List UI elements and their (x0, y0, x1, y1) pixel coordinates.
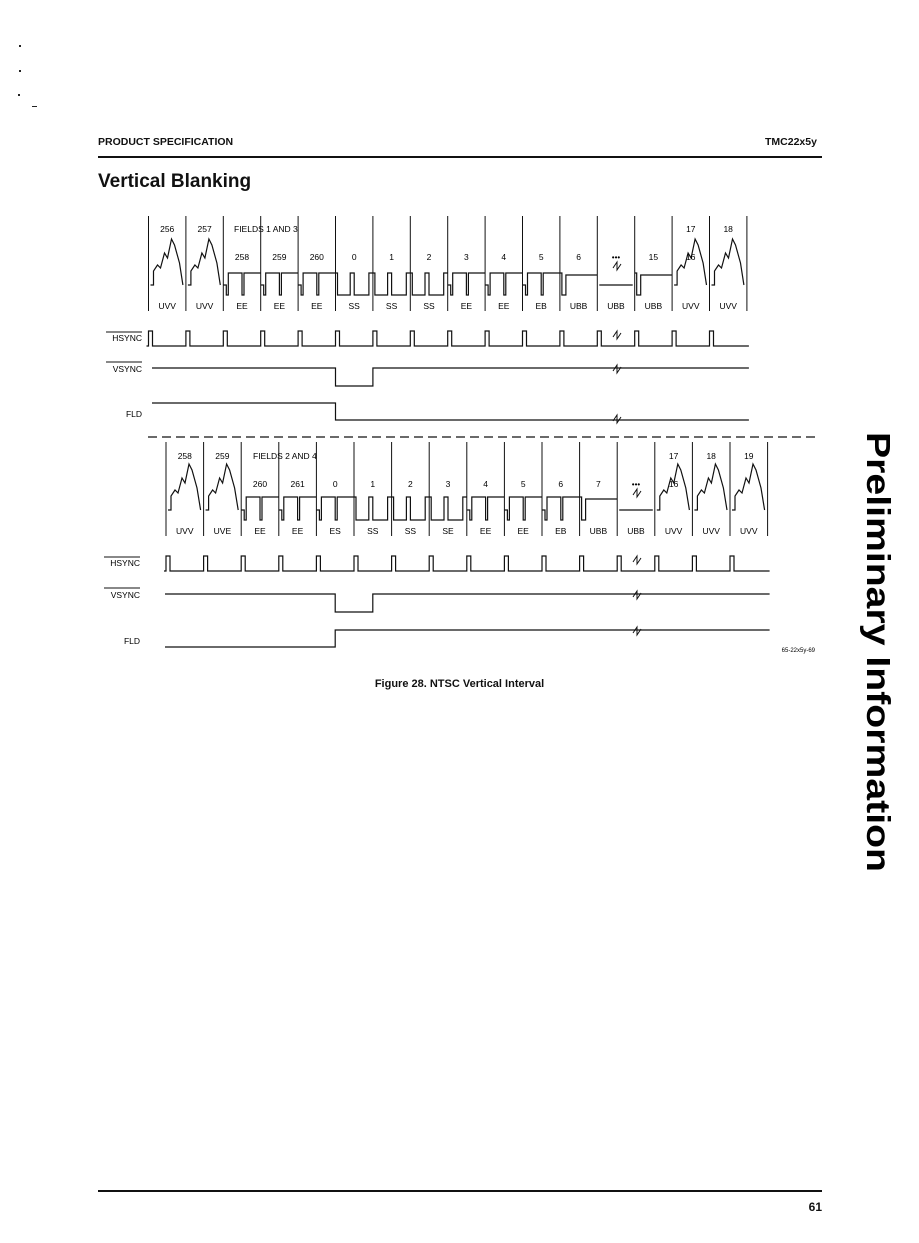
time-break-mark (613, 262, 621, 270)
equalizing-pulse-segment (279, 497, 317, 520)
vsync-waveform (152, 368, 749, 386)
line-type-code: UVV (195, 301, 214, 311)
blank-line-number: 16 (668, 479, 679, 489)
equalizing-pulse-segment (485, 273, 522, 295)
section-title: Vertical Blanking (98, 171, 252, 192)
equalizing-pulse-segment (223, 273, 260, 295)
hsync-label: HSYNC (110, 558, 140, 568)
time-break-mark (633, 489, 641, 497)
fld-label: FLD (123, 636, 140, 646)
blank-line-number: 5 (538, 252, 544, 262)
blank-line-number: 0 (332, 479, 338, 489)
line-type-code: SS (385, 301, 398, 311)
video-line-waveform (206, 464, 239, 510)
video-line-waveform (712, 239, 744, 285)
blank-line-segment (580, 497, 618, 520)
fld-break-mark (633, 627, 641, 635)
line-type-code: UVV (158, 301, 176, 311)
video-line-waveform (694, 464, 727, 510)
equalizing-pulse-segment (316, 497, 354, 520)
side-banner-text: Preliminary Information (860, 432, 897, 803)
blank-line-segment (635, 273, 672, 295)
blank-line-number: 261 (290, 479, 305, 489)
active-line-number: 256 (160, 224, 175, 234)
video-line-waveform (151, 239, 183, 285)
line-type-code: UBB (589, 526, 608, 536)
line-type-code: SE (442, 526, 454, 536)
line-type-code: EE (460, 301, 473, 311)
fld-waveform (165, 630, 770, 647)
line-type-code: EE (291, 526, 304, 536)
equalizing-pulse-segment (542, 497, 580, 520)
serration-pulse-segment (373, 273, 410, 295)
active-line-number: 18 (723, 224, 733, 234)
blank-line-number: 260 (309, 252, 324, 262)
fld-break-mark (613, 415, 621, 423)
vsync-break-mark (633, 591, 641, 599)
footer-rule (98, 1190, 822, 1192)
page-number: 61 (808, 1200, 822, 1214)
active-line-number: 19 (744, 451, 754, 461)
blank-line-number: 259 (272, 252, 287, 262)
hsync-waveform (164, 556, 770, 571)
line-ellipsis: ••• (631, 480, 641, 489)
line-type-code: UVV (682, 301, 700, 311)
blank-line-segment (560, 273, 597, 295)
blank-line-number: 1 (389, 252, 394, 262)
figure-code: 65-22x5y-69 (781, 648, 815, 654)
line-type-code: EB (555, 526, 567, 536)
line-type-code: EE (311, 301, 323, 311)
blank-line-number: 4 (483, 479, 488, 489)
fld-label: FLD (125, 409, 142, 419)
vsync-break-mark (613, 365, 621, 373)
blank-line-number: 4 (501, 252, 507, 262)
line-type-code: SS (404, 526, 417, 536)
hsync-break-mark (633, 556, 641, 564)
line-type-code: UVE (213, 526, 232, 536)
blank-line-number: 1 (370, 479, 376, 489)
active-line-number: 18 (706, 451, 716, 461)
figure-caption: Figure 28. NTSC Vertical Interval (374, 678, 545, 690)
line-type-code: EE (273, 301, 286, 311)
blank-line-number: 6 (558, 479, 564, 489)
timing-diagram-fields-2-4 (104, 442, 770, 647)
preliminary-information-banner (838, 432, 897, 872)
line-type-code: EE (517, 526, 529, 536)
equalizing-pulse-segment (261, 273, 298, 295)
serration-pulse-segment (392, 497, 430, 520)
fld-waveform (152, 403, 749, 420)
equalizing-pulse-segment (241, 497, 279, 520)
video-line-waveform (168, 464, 201, 510)
hsync-waveform (147, 331, 749, 346)
line-type-code: UVV (176, 526, 194, 536)
hsync-label: HSYNC (112, 333, 142, 343)
blank-line-number: 7 (596, 479, 601, 489)
blank-line-number: 5 (520, 479, 526, 489)
active-line-number: 17 (668, 451, 679, 461)
line-type-code: UBB (607, 301, 625, 311)
line-type-code: SS (348, 301, 360, 311)
video-line-waveform (674, 239, 706, 285)
fields-title: FIELDS 2 AND 4 (253, 451, 317, 461)
line-type-code: SS (423, 301, 435, 311)
blank-line-number: 0 (351, 252, 357, 262)
line-type-code: UVV (740, 526, 758, 536)
serration-pulse-segment (336, 273, 373, 295)
active-line-number: 258 (177, 451, 192, 461)
line-type-code: UBB (627, 526, 645, 536)
fields-title: FIELDS 1 AND 3 (234, 224, 298, 234)
blank-line-number: 260 (252, 479, 268, 489)
blank-line-number: 2 (408, 479, 413, 489)
vsync-waveform (165, 594, 770, 612)
equalizing-pulse-segment (504, 497, 542, 520)
hsync-break-mark (613, 331, 621, 339)
blank-line-number: 15 (648, 252, 659, 262)
line-ellipsis: ••• (611, 253, 621, 262)
line-type-code: SS (367, 526, 379, 536)
line-type-code: ES (329, 526, 341, 536)
equalizing-pulse-segment (523, 273, 560, 295)
video-line-waveform (188, 239, 220, 285)
line-type-code: EE (479, 526, 492, 536)
header-left: PRODUCT SPECIFICATION (98, 136, 234, 148)
line-type-code: EB (535, 301, 547, 311)
active-line-number: 259 (215, 451, 230, 461)
serration-pulse-segment (410, 273, 447, 295)
blank-line-number: 3 (464, 252, 469, 262)
timing-diagram-fields-1-3 (106, 216, 749, 423)
blank-line-number: 2 (426, 252, 432, 262)
line-type-code: UBB (644, 301, 663, 311)
line-type-code: UBB (569, 301, 588, 311)
line-type-code: EE (498, 301, 510, 311)
serration-pulse-segment (354, 497, 392, 520)
line-type-code: EE (236, 301, 248, 311)
blank-line-number: 16 (686, 252, 696, 262)
serration-pulse-segment (429, 497, 467, 520)
line-type-code: UVV (719, 301, 737, 311)
equalizing-pulse-segment (467, 497, 505, 520)
blank-line-number: 3 (445, 479, 451, 489)
line-type-code: EE (254, 526, 266, 536)
header-right: TMC22x5y (765, 136, 817, 148)
active-line-number: 17 (686, 224, 696, 234)
line-type-code: UVV (664, 526, 683, 536)
line-type-code: UVV (702, 526, 720, 536)
active-line-number: 257 (197, 224, 212, 234)
equalizing-pulse-segment (448, 273, 485, 295)
video-line-waveform (732, 464, 765, 510)
vsync-label: VSYNC (112, 364, 142, 374)
blank-line-number: 6 (576, 252, 581, 262)
vsync-label: VSYNC (110, 590, 140, 600)
blank-line-number: 258 (234, 252, 250, 262)
equalizing-pulse-segment (298, 273, 335, 295)
